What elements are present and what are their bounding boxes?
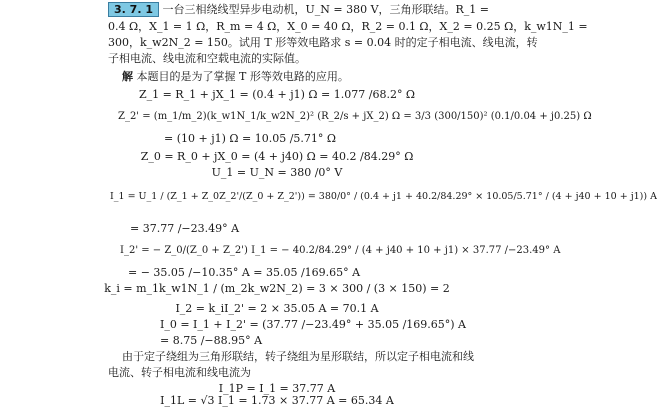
- problem-statement-line-3: 300，k_w2N_2 = 150。试用 T 形等效电路求 s = 0.04 时的定子相电流、线电流，转: [108, 36, 538, 49]
- problem-statement-line-4: 子相电流、线电流和空载电流的实际值。: [108, 52, 306, 65]
- equation-i2-prime-result: = − 35.05 /−10.35° A = 35.05 /169.65° A: [128, 266, 361, 279]
- equation-z0: Z_0 = R_0 + jX_0 = (4 + j40) Ω = 40.2 /84.29° Ω: [140, 150, 414, 163]
- equation-z2-prime: Z_2' = (m_1/m_2)(k_w1N_1/k_w2N_2)² (R_2/s + jX_2) Ω = 3/3 (300/150)² (0.1/0.04 + j0.25) Ω: [118, 111, 592, 122]
- equation-z2-prime-result: = (10 + j1) Ω = 10.05 /5.71° Ω: [164, 132, 337, 145]
- equation-i1-result: = 37.77 /−23.49° A: [130, 222, 240, 235]
- equation-ki: k_i = m_1k_w1N_1 / (m_2k_w2N_2) = 3 × 300 / (3 × 150) = 2: [104, 282, 450, 295]
- problem-statement-line-1: 3. 7. 1 一台三相绕线型异步电动机，U_N = 380 V，三角形联结。R_1 =: [108, 2, 489, 17]
- problem-statement-line-2: 0.4 Ω，X_1 = 1 Ω，R_m = 4 Ω，X_0 = 40 Ω，R_2 = 0.1 Ω，X_2 = 0.25 Ω，k_w1N_1 =: [108, 20, 588, 33]
- solution-label: 解: [122, 70, 133, 83]
- equation-i0: I_0 = I_1 + I_2' = (37.77 /−23.49° + 35.05 /169.65°) A: [160, 318, 467, 331]
- equation-i0-result: = 8.75 /−88.95° A: [160, 334, 263, 347]
- equation-i1l: I_1L = √3 I_1 = 1.73 × 37.77 A = 65.34 A: [160, 394, 394, 407]
- equation-z1: Z_1 = R_1 + jX_1 = (0.4 + j1) Ω = 1.077 /68.2° Ω: [138, 88, 416, 101]
- problem-number-badge: 3. 7. 1: [108, 2, 159, 17]
- equation-i1: I_1 = U_1 / (Z_1 + Z_0Z_2'/(Z_0 + Z_2')) = 380/0° / (0.4 + j1 + 40.2/84.29° × 10.05/5.71° / (4 + j40 + 10 + j1)) A: [110, 191, 657, 202]
- equation-i2: I_2 = k_iI_2' = 2 × 35.05 A = 70.1 A: [175, 302, 379, 315]
- solution-intro: 解 本题目的是为了掌握 T 形等效电路的应用。: [122, 70, 349, 83]
- conclusion-line-1: 由于定子绕组为三角形联结，转子绕组为星形联结，所以定子相电流和线: [122, 350, 474, 363]
- conclusion-line-2: 电流、转子相电流和线电流为: [108, 366, 251, 379]
- equation-i2-prime: I_2' = − Z_0/(Z_0 + Z_2') I_1 = − 40.2/84.29° / (4 + j40 + 10 + j1) × 37.77 /−23.49° A: [120, 245, 561, 256]
- equation-u1: U_1 = U_N = 380 /0° V: [211, 166, 343, 179]
- equation-i1p: I_1P = I_1 = 37.77 A: [218, 382, 336, 395]
